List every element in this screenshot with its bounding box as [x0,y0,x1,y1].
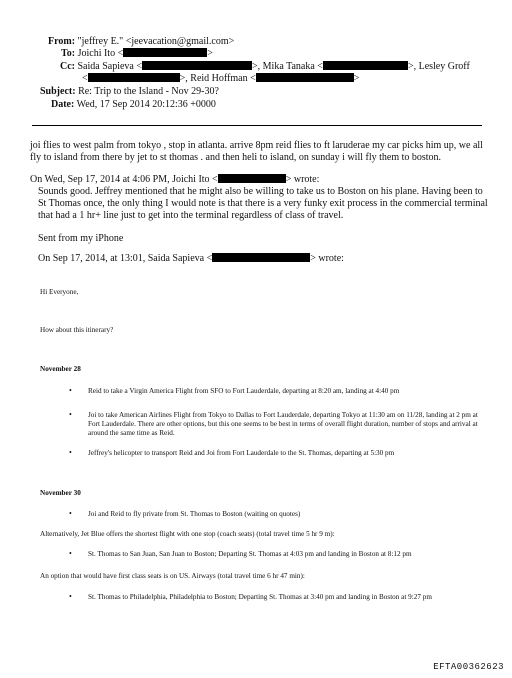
header-divider [32,125,482,126]
cc-5: >, Reid Hoffman < [179,73,256,84]
quote1-attrib-start: On Wed, Sep 17, 2014 at 4:06 PM, Joichi Ito < [30,174,218,185]
message-body: joi flies to west palm from tokyo , stop in atlanta. arrive 8pm reid flies to ft laruderae my car picks him up, we all fly to island from there by jet to st thomas . and then heli to island, on sunday i will fly them to boston. [30,140,483,163]
quote2-attrib-end: > wrote: [310,253,344,264]
option-text: An option that would have first class seats is on US. Airways (total travel time 6 hr 47 min): [40,572,305,580]
quote1-text: Sounds good. Jeffrey mentioned that he might also be willing to take us to Boston on his plane. Having been to St Thomas once, the only thing I would note is that there is a very funky exit process in the commercial terminal that had a 1 hr+ line just to get into the terminal regardless of class of travel. [38,186,488,221]
redaction-bar [218,174,286,183]
cc-row [60,61,470,73]
list-item: St. Thomas to San Juan, San Juan to Boston; Departing St. Thomas at 4:03 pm and landing in Boston at 8:12 pm [88,550,412,558]
bullet-icon: • [69,386,72,395]
bullet-icon: • [69,509,72,518]
bullet-icon: • [69,592,72,601]
to-row [61,48,213,60]
redaction-bar [212,253,310,262]
redaction-bar [323,61,408,70]
list-item: Joi to take American Airlines Flight from Tokyo to Dallas to Fort Lauderdale, departing Tokyo at 11:30 am on 11/28, landing at 2 pm at Fort Lauderdale. There are other options, but this one seems to be best in terms of overall flight duration, number of stops and arrival at around the same time as Reid. [88,411,478,437]
to-end: > [207,48,213,59]
redaction-bar [142,61,252,70]
cc-3: >, Lesley Groff [407,61,470,72]
to-label: To: [61,48,76,59]
from-value: "jeffrey E." <jeevacation@gmail.com> [77,36,235,47]
cc-label: Cc: [60,61,75,72]
redaction-bar [123,48,207,57]
redaction-bar [88,73,180,82]
to-value: Joichi Ito < [77,48,124,59]
nov28-heading: November 28 [40,365,81,373]
list-item: St. Thomas to Philadelphia, Philadelphia to Boston; Departing St. Thomas at 3:40 pm and landing in Boston at 9:27 pm [88,593,432,601]
date-value: Wed, 17 Sep 2014 20:12:36 +0000 [76,99,216,110]
list-item: Reid to take a Virgin America Flight from SFO to Fort Lauderdale, departing at 8:20 am, landing at 4:40 pm [88,387,400,395]
bullet-icon: • [69,549,72,558]
date-label: Date: [51,99,75,110]
subject-label: Subject: [40,86,76,97]
from-row [48,36,234,48]
bullet-icon: • [69,410,72,419]
cc-1: Saida Sapieva < [77,61,143,72]
list-item: Joi and Reid to fly private from St. Thomas to Boston (waiting on quotes) [88,510,301,518]
quote2-attrib-start: On Sep 17, 2014, at 13:01, Saida Sapieva < [38,253,213,264]
greeting: Hi Everyone, [40,288,79,296]
list-item: Jeffrey's helicopter to transport Reid and Joi from Fort Lauderdale to the St. Thomas, departing at 5:30 pm [88,449,395,457]
quote1-attrib-end: > wrote: [285,174,320,185]
nov30-heading: November 30 [40,489,81,497]
cc-6: > [353,73,360,84]
cc-4: < [82,73,88,84]
subject-value: Re: Trip to the Island - Nov 29-30? [78,86,219,97]
document-id: EFTA00362623 [433,662,504,672]
subject-row [40,86,219,98]
redaction-bar [256,73,354,82]
intro: How about this itinerary? [40,326,114,334]
from-label: From: [48,36,76,47]
date-row [51,99,216,111]
quote1-attribution [30,174,319,186]
bullet-icon: • [69,448,72,457]
quote1-signature: Sent from my iPhone [38,233,124,244]
cc-row-2 [82,73,359,85]
cc-2: >, Mika Tanaka < [252,61,323,72]
alternative-text: Alternatively, Jet Blue offers the shortest flight with one stop (coach seats) (total travel time 5 hr 9 m): [40,530,335,538]
quote2-attribution [38,253,344,265]
